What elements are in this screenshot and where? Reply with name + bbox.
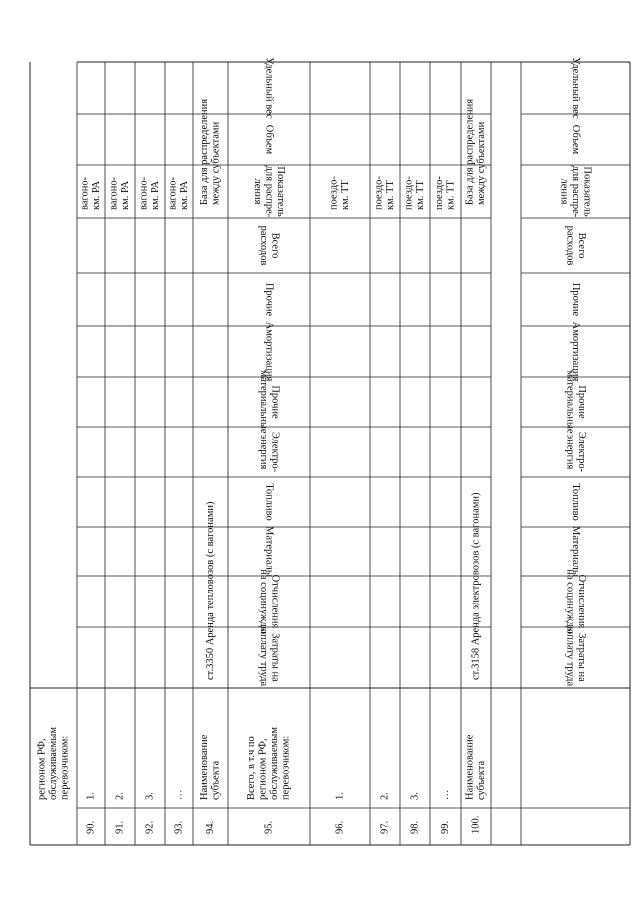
row-name-line: 2. <box>114 792 126 800</box>
row-unit <box>374 176 397 210</box>
row-unit <box>139 176 162 210</box>
cost-header-fuel-line: Топливо <box>570 483 582 521</box>
cost-header-depreciation-line: Амортизация <box>263 321 275 382</box>
cost-header-energy-line: Электро- <box>269 431 281 473</box>
base-header-indicator-line: ления <box>558 178 570 205</box>
cost-header-social-line: на социнужды <box>564 569 576 634</box>
row-unit <box>404 176 427 210</box>
base-header-indicator-line: для распре- <box>570 165 582 218</box>
cost-header-social <box>564 569 587 633</box>
header-note <box>36 727 70 800</box>
row-number: 99. <box>439 820 451 834</box>
row-name-line: обслуживаемым <box>269 727 281 800</box>
cost-header-energy <box>258 432 281 473</box>
row-unit-line: км. ТТ <box>445 180 457 210</box>
cost-header-labor <box>258 629 281 687</box>
base-header-line: База для распределения <box>199 98 211 205</box>
base-header-share-line: Удельный вес <box>570 57 582 119</box>
row-name-line: 3. <box>144 792 156 800</box>
cost-header-labor-line: Затраты на <box>269 633 281 682</box>
row-name <box>114 792 125 800</box>
row-name <box>85 792 96 800</box>
row-number: 95. <box>263 820 275 834</box>
row-name <box>199 734 222 800</box>
base-header-indicator <box>559 166 593 218</box>
cost-header-other_materials-line: Прочие <box>269 385 281 419</box>
row-unit-line: км. ТТ <box>415 180 427 210</box>
row-name <box>465 734 488 800</box>
cost-header-energy-line: Электро- <box>575 431 587 473</box>
cost-header-total-line: расходов <box>257 225 269 266</box>
row-name-line: … <box>173 789 185 800</box>
row-unit-line: км. ТТ <box>340 180 352 210</box>
cost-header-total <box>564 226 587 266</box>
cost-header-social-line: Отчисления <box>575 574 587 629</box>
base-header-indicator-line: для распре- <box>263 165 275 218</box>
cost-header-fuel <box>570 483 581 521</box>
cost-header-other_materials-line: материальные <box>257 370 269 434</box>
row-unit-line: вагоно- <box>108 176 120 210</box>
row-unit <box>80 176 103 210</box>
base-header-line: между субъектами <box>210 121 222 205</box>
row-unit <box>434 176 457 210</box>
row-number: 91. <box>114 820 126 834</box>
base-header-share <box>570 57 581 119</box>
cost-header-fuel <box>264 483 275 521</box>
cost-header-other-line: Прочие <box>263 282 275 317</box>
row-number: 90. <box>85 820 97 834</box>
row-name <box>440 790 451 801</box>
row-name-line: 1. <box>85 792 97 800</box>
cost-header-fuel-line: Топливо <box>263 483 275 521</box>
base-header-line: База для распределения <box>464 98 476 205</box>
cost-header-labor-line: Затраты на <box>575 633 587 682</box>
cost-header-other <box>264 283 275 317</box>
cost-header-other <box>570 283 581 317</box>
row-unit-line: поездо- <box>434 176 446 210</box>
base-header <box>199 99 222 205</box>
row-name <box>379 792 390 800</box>
cost-header-materials-line: Материалы <box>570 526 582 577</box>
row-number: 92. <box>144 820 156 834</box>
row-unit-line: поездо- <box>373 176 385 210</box>
cost-header-depreciation-line: Амортизация <box>570 321 582 382</box>
header-note-line: перевозчиком: <box>59 735 71 800</box>
cost-header-depreciation <box>264 322 275 382</box>
header-note-line: обслуживаемым <box>47 727 59 800</box>
row-name-line: регионом РФ, <box>257 738 269 800</box>
cost-header-materials-line: Материалы <box>263 526 275 577</box>
base-header-share <box>264 57 275 119</box>
section-title-heat: ст.3350 Аренда тепловозов (с вагонами) <box>204 501 216 680</box>
cost-header-energy <box>564 432 587 473</box>
cost-header-other-line: Прочие <box>570 282 582 317</box>
cost-header-social-line: Отчисления <box>269 574 281 629</box>
cost-header-total <box>258 226 281 266</box>
row-number: 93. <box>173 820 185 834</box>
row-unit <box>109 176 132 210</box>
base-header <box>465 99 488 205</box>
row-unit-line: км. РА <box>91 180 103 210</box>
cost-header-total-line: Всего <box>575 232 587 259</box>
row-number: 100. <box>470 815 482 834</box>
header-note-line: регионом РФ, <box>36 738 48 800</box>
row-name <box>246 727 292 800</box>
row-name-line: 3. <box>409 792 421 800</box>
row-name-line: перевозчиком: <box>280 735 292 800</box>
row-name-line: 1. <box>334 792 346 800</box>
base-header-line: между субъектами <box>476 121 488 205</box>
cost-header-materials <box>570 526 581 577</box>
base-header-indicator-line: Показатель <box>581 166 593 217</box>
cost-header-labor-line: оплату труда <box>257 628 269 687</box>
cost-header-depreciation <box>570 322 581 382</box>
cost-header-labor <box>564 629 587 687</box>
cost-header-other_materials-line: материальные <box>564 370 576 434</box>
cost-header-total-line: Всего <box>269 232 281 259</box>
row-number: 97. <box>379 820 391 834</box>
row-unit-line: км. РА <box>120 180 132 210</box>
cost-header-other_materials-line: Прочие <box>575 385 587 419</box>
row-unit-line: км. РА <box>179 180 191 210</box>
cost-header-social <box>258 569 281 633</box>
row-name-line: Наименование <box>199 734 211 800</box>
base-header-indicator <box>252 166 286 218</box>
row-name-line: Наименование <box>464 734 476 800</box>
row-unit-line: вагоно- <box>79 176 91 210</box>
base-header-indicator-line: Показатель <box>275 166 287 217</box>
row-unit-line: поездо- <box>403 176 415 210</box>
base-header-volume-line: Объем <box>263 124 275 155</box>
row-name-line: субъекта <box>210 760 222 800</box>
base-header-volume <box>264 125 275 155</box>
row-unit-line: вагоно- <box>167 176 179 210</box>
base-header-indicator-line: ления <box>252 178 264 205</box>
cost-header-energy-line: энергия <box>564 434 576 470</box>
base-header-volume <box>570 125 581 155</box>
cost-header-materials <box>264 526 275 577</box>
row-unit <box>329 176 352 210</box>
row-name <box>144 792 155 800</box>
row-number: 98. <box>409 820 421 834</box>
cost-header-total-line: расходов <box>564 225 576 266</box>
base-header-share-line: Удельный вес <box>263 57 275 119</box>
row-name-line: субъекта <box>476 760 488 800</box>
row-name <box>173 790 184 801</box>
row-name-line: Всего, в т.ч по <box>246 736 258 800</box>
row-name <box>409 792 420 800</box>
base-header-volume-line: Объем <box>570 124 582 155</box>
row-unit-line: вагоно- <box>138 176 150 210</box>
cost-header-energy-line: энергия <box>257 434 269 470</box>
row-unit-line: км. ТТ <box>385 180 397 210</box>
row-name-line: 2. <box>379 792 391 800</box>
row-unit <box>168 176 191 210</box>
row-name <box>334 792 345 800</box>
section-title-electric: ст.3158 Аренда электровозов (с вагонами) <box>470 492 482 680</box>
row-number: 94. <box>204 820 216 834</box>
cost-header-labor-line: оплату труда <box>564 628 576 687</box>
row-number: 96. <box>334 820 346 834</box>
row-name-line: … <box>439 789 451 800</box>
row-unit-line: поездо- <box>328 176 340 210</box>
row-unit-line: км. РА <box>150 180 162 210</box>
cost-header-social-line: на социнужды <box>257 569 269 634</box>
